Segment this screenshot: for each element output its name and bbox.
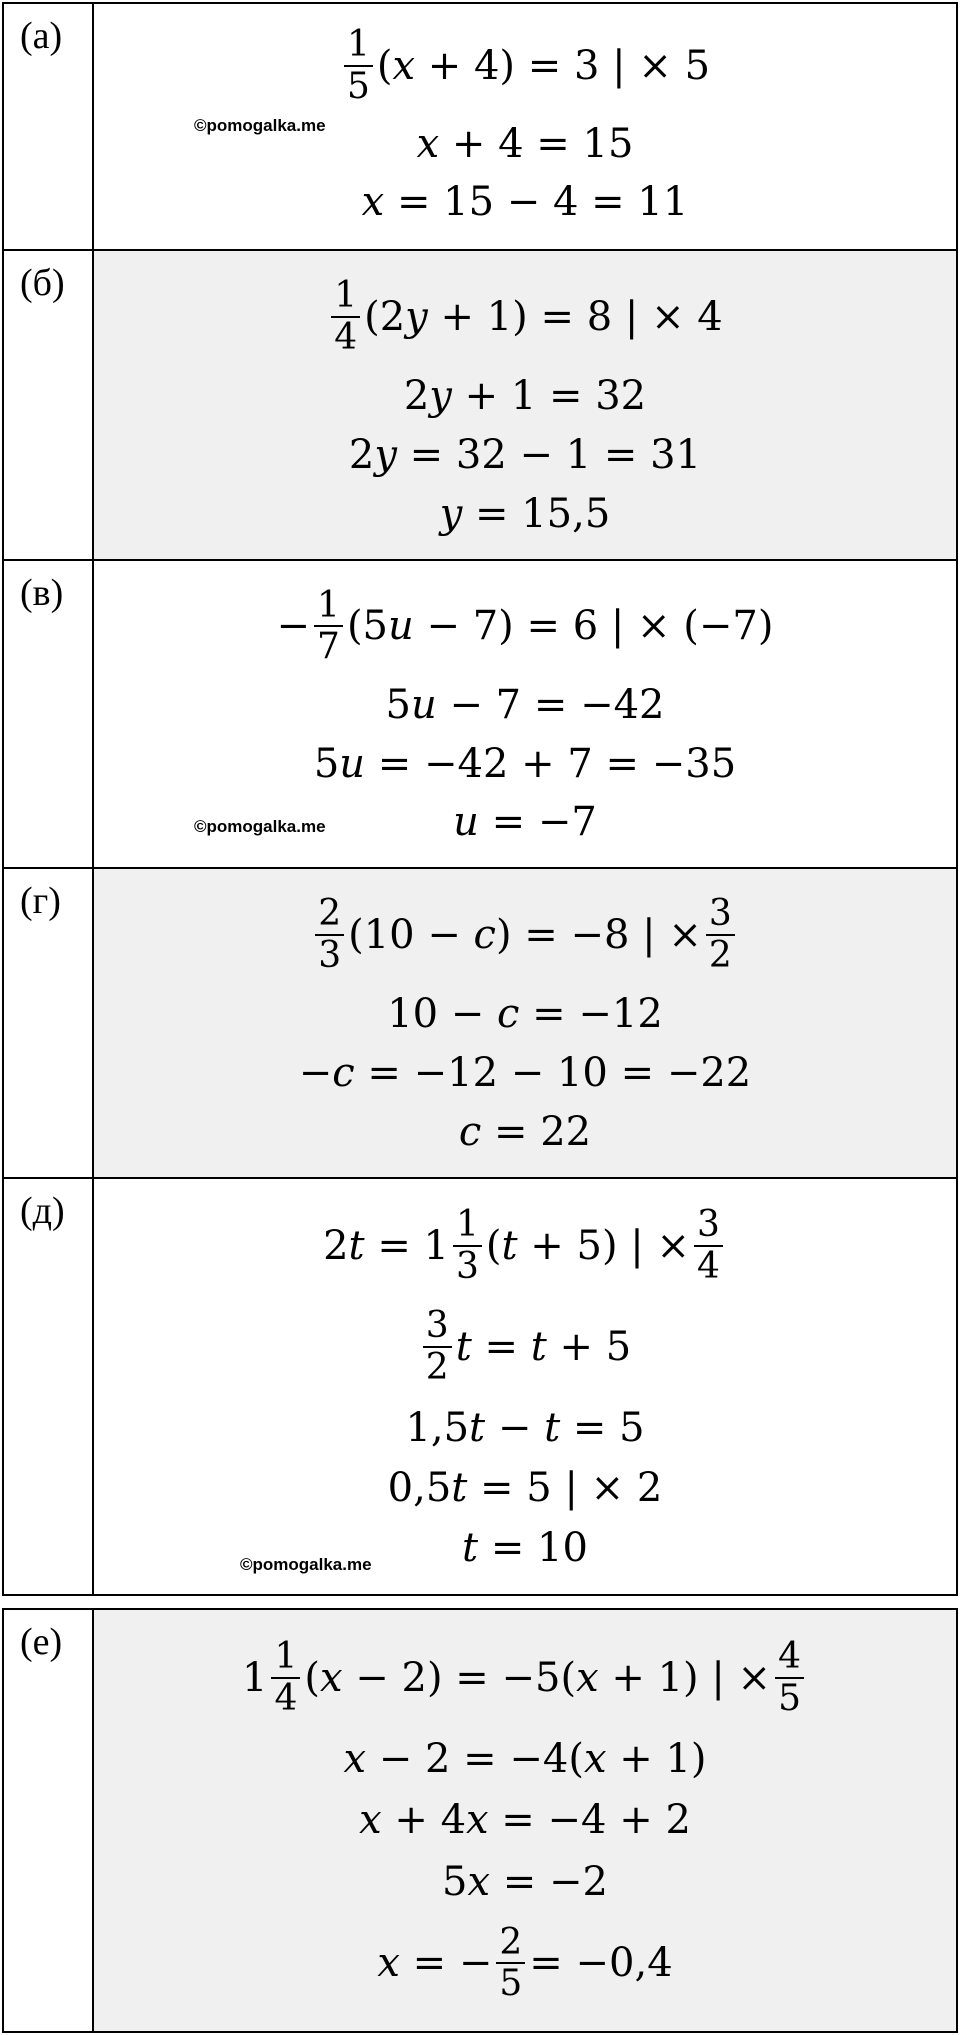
solutions-table [2,2,958,1596]
row-v-content [94,561,956,867]
fraction: $\frac{1}{4}$ [271,1637,300,1718]
equation-b-line-4: 𝑦 = 15,5 [439,491,611,537]
fraction: $\frac{3}{2}$ [706,894,735,975]
fraction: $\frac{2}{5}$ [496,1923,525,2004]
row-d-content [94,1179,956,1594]
equation-b-line-3: 2𝑦 = 32 − 1 = 31 [348,432,702,479]
solutions-table-continued [2,1608,958,2033]
fraction: $\frac{1}{5}$ [344,25,373,106]
fraction: $\frac{3}{2}$ [423,1306,452,1387]
row-label-v: (в) [4,561,94,867]
row-label-d: (д) [4,1179,94,1594]
equation-v-line-1: − $\frac{1}{7}$ (5𝑢 − 7) = 6 | × (−7) [276,584,774,668]
row-a [4,4,956,249]
fraction: $\frac{2}{3}$ [315,894,344,975]
fraction: $\frac{3}{4}$ [694,1205,723,1286]
row-g [4,867,956,1177]
row-b [4,249,956,559]
equation-d-line-5: 𝑡 = 10 [462,1524,588,1571]
row-e [4,1610,956,2031]
equation-g-line-2: 10 − 𝑐 = −12 [387,991,663,1038]
equation-e-line-3: 𝑥 + 4𝑥 = −4 + 2 [359,1797,691,1844]
equation-a-line-2: 𝑥 + 4 = 15 [416,121,634,168]
row-g-content [94,869,956,1177]
watermark: ©pomogalka.me [194,817,326,836]
equation-g-line-3: −𝑐 = −12 − 10 = −22 [298,1050,752,1097]
equation-d-line-3: 1,5𝑡 − 𝑡 = 5 [405,1404,645,1451]
equation-g-line-4: 𝑐 = 22 [458,1109,592,1155]
equation-v-line-3: 5𝑢 = −42 + 7 = −35 [313,740,737,787]
row-v [4,559,956,867]
equation-d-line-1: 2𝑡 = 1 $\frac{1}{3}$ (𝑡 + 5) | × $\frac{3}{4}$ [323,1205,727,1286]
row-label-g: (г) [4,869,94,1177]
equation-d-line-2: $\frac{3}{2}$ 𝑡 = 𝑡 + 5 [419,1306,631,1387]
fraction: $\frac{1}{3}$ [453,1205,482,1286]
equation-e-line-4: 5𝑥 = −2 [442,1858,608,1905]
equation-g-line-1: $\frac{2}{3}$ (10 − 𝑐) = −8 | × $\frac{3}{2}$ [311,894,739,975]
row-label-e: (е) [4,1610,94,2031]
equation-e-line-2: 𝑥 − 2 = −4(𝑥 + 1) [343,1736,707,1783]
equation-e-line-1: 1 $\frac{1}{4}$ (𝑥 − 2) = −5(𝑥 + 1) | × $\frac{4}{5}$ [242,1637,808,1718]
row-a-content [94,4,956,249]
row-d [4,1177,956,1594]
fraction: $\frac{4}{5}$ [775,1637,804,1718]
row-label-b: (б) [4,251,94,559]
row-label-a: (а) [4,4,94,249]
equation-d-line-4: 0,5𝑡 = 5 | × 2 [387,1464,663,1511]
row-b-content [94,251,956,559]
equation-e-line-5: 𝑥 = − $\frac{2}{5}$ = −0,4 [377,1921,673,2005]
watermark: ©pomogalka.me [240,1555,372,1574]
watermark: ©pomogalka.me [194,116,326,135]
fraction: $\frac{1}{7}$ [314,586,343,667]
equation-v-line-4: 𝑢 = −7 [453,799,597,846]
equation-b-line-2: 2𝑦 + 1 = 32 [403,373,647,420]
equation-a-line-1: $\frac{1}{5}$ (𝑥 + 4) = 3 | × 5 [340,25,710,106]
fraction: $\frac{1}{4}$ [331,276,360,357]
equation-a-line-3: 𝑥 = 15 − 4 = 11 [361,178,689,225]
equation-v-line-2: 5𝑢 − 7 = −42 [385,682,665,729]
row-e-content [94,1610,956,2031]
equation-b-line-1: $\frac{1}{4}$ (2𝑦 + 1) = 8 | × 4 [327,276,723,357]
